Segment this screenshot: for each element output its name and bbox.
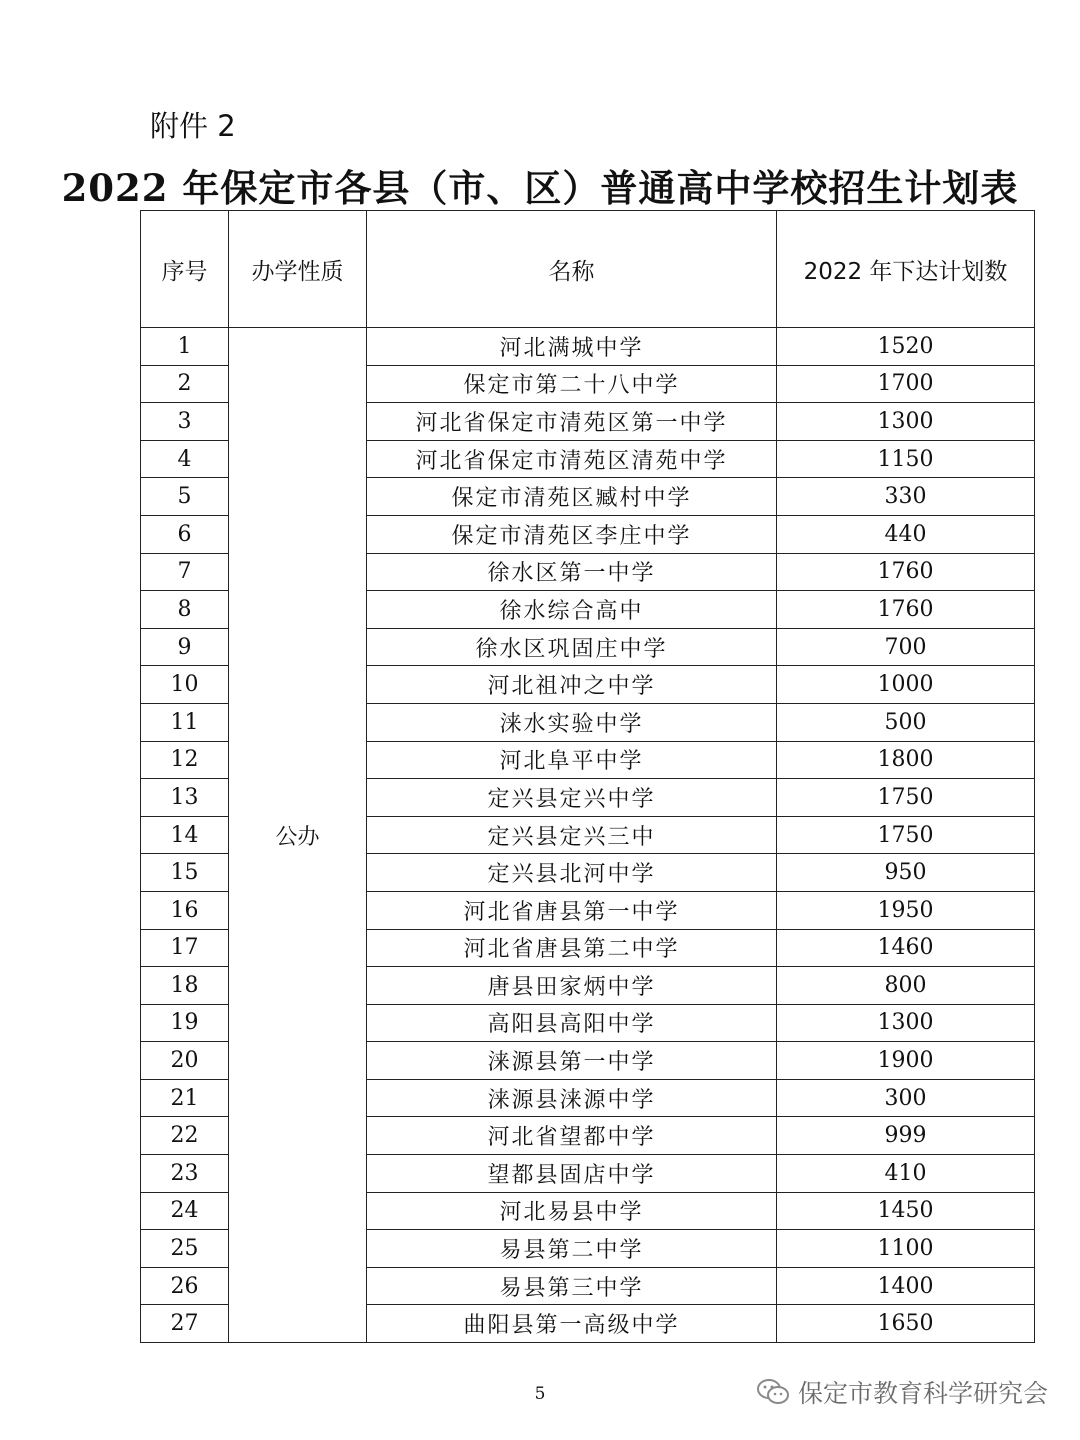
row-school-name: 高阳县高阳中学 <box>367 1004 777 1042</box>
row-school-name: 河北省保定市清苑区清苑中学 <box>367 440 777 478</box>
row-plan-count: 1800 <box>777 741 1035 779</box>
row-plan-count: 1750 <box>777 816 1035 854</box>
wechat-icon <box>756 1378 790 1406</box>
header-plan: 2022 年下达计划数 <box>777 211 1035 328</box>
row-index: 10 <box>141 666 229 704</box>
row-plan-count: 440 <box>777 515 1035 553</box>
row-index: 24 <box>141 1192 229 1230</box>
row-school-name: 唐县田家炳中学 <box>367 967 777 1005</box>
watermark-text: 保定市教育科学研究会 <box>797 1379 1048 1408</box>
header-index: 序号 <box>141 211 229 328</box>
row-index: 18 <box>141 967 229 1005</box>
row-school-name: 河北省保定市清苑区第一中学 <box>367 403 777 441</box>
header-name: 名称 <box>367 211 777 328</box>
row-plan-count: 1700 <box>777 365 1035 403</box>
row-plan-count: 1400 <box>777 1267 1035 1305</box>
row-index: 2 <box>141 365 229 403</box>
row-plan-count: 950 <box>777 854 1035 892</box>
watermark <box>756 1374 1048 1410</box>
row-index: 23 <box>141 1155 229 1193</box>
row-school-name: 河北满城中学 <box>367 328 777 366</box>
row-plan-count: 410 <box>777 1155 1035 1193</box>
page-number: 5 <box>534 1384 546 1404</box>
table-body <box>141 328 1035 1343</box>
row-school-name: 河北省望都中学 <box>367 1117 777 1155</box>
row-plan-count: 330 <box>777 478 1035 516</box>
row-index: 6 <box>141 515 229 553</box>
row-index: 3 <box>141 403 229 441</box>
row-plan-count: 500 <box>777 703 1035 741</box>
row-index: 15 <box>141 854 229 892</box>
row-index: 20 <box>141 1042 229 1080</box>
row-plan-count: 300 <box>777 1079 1035 1117</box>
row-school-name: 徐水综合高中 <box>367 591 777 629</box>
row-school-name: 河北省唐县第一中学 <box>367 891 777 929</box>
row-index: 17 <box>141 929 229 967</box>
row-school-name: 徐水区巩固庄中学 <box>367 628 777 666</box>
table-row <box>141 328 1035 366</box>
row-school-name: 曲阳县第一高级中学 <box>367 1305 777 1343</box>
row-school-name: 保定市清苑区臧村中学 <box>367 478 777 516</box>
row-index: 21 <box>141 1079 229 1117</box>
school-type-cell: 公办 <box>229 328 367 1343</box>
row-school-name: 定兴县定兴中学 <box>367 779 777 817</box>
row-plan-count: 800 <box>777 967 1035 1005</box>
row-index: 26 <box>141 1267 229 1305</box>
row-school-name: 徐水区第一中学 <box>367 553 777 591</box>
row-index: 5 <box>141 478 229 516</box>
row-index: 1 <box>141 328 229 366</box>
row-index: 9 <box>141 628 229 666</box>
row-school-name: 河北阜平中学 <box>367 741 777 779</box>
row-school-name: 涞源县涞源中学 <box>367 1079 777 1117</box>
row-school-name: 易县第二中学 <box>367 1230 777 1268</box>
enrollment-plan-table <box>140 210 1035 1343</box>
row-index: 16 <box>141 891 229 929</box>
row-index: 14 <box>141 816 229 854</box>
attachment-label: 附件 2 <box>150 109 236 143</box>
row-index: 12 <box>141 741 229 779</box>
row-plan-count: 1760 <box>777 553 1035 591</box>
row-plan-count: 1300 <box>777 1004 1035 1042</box>
row-index: 8 <box>141 591 229 629</box>
row-plan-count: 1520 <box>777 328 1035 366</box>
row-school-name: 涞源县第一中学 <box>367 1042 777 1080</box>
row-index: 7 <box>141 553 229 591</box>
row-school-name: 易县第三中学 <box>367 1267 777 1305</box>
header-school-type: 办学性质 <box>229 211 367 328</box>
row-plan-count: 1150 <box>777 440 1035 478</box>
row-plan-count: 1300 <box>777 403 1035 441</box>
row-index: 19 <box>141 1004 229 1042</box>
page-title: 2022 年保定市各县（市、区）普通高中学校招生计划表 <box>61 166 1019 210</box>
row-school-name: 保定市清苑区李庄中学 <box>367 515 777 553</box>
row-plan-count: 1450 <box>777 1192 1035 1230</box>
row-index: 13 <box>141 779 229 817</box>
row-plan-count: 1950 <box>777 891 1035 929</box>
row-plan-count: 1900 <box>777 1042 1035 1080</box>
row-plan-count: 1460 <box>777 929 1035 967</box>
row-plan-count: 1650 <box>777 1305 1035 1343</box>
table-header-row <box>141 211 1035 328</box>
row-plan-count: 700 <box>777 628 1035 666</box>
row-plan-count: 1750 <box>777 779 1035 817</box>
row-school-name: 定兴县定兴三中 <box>367 816 777 854</box>
row-plan-count: 999 <box>777 1117 1035 1155</box>
row-plan-count: 1000 <box>777 666 1035 704</box>
row-school-name: 河北省唐县第二中学 <box>367 929 777 967</box>
row-school-name: 河北祖冲之中学 <box>367 666 777 704</box>
row-school-name: 保定市第二十八中学 <box>367 365 777 403</box>
row-index: 4 <box>141 440 229 478</box>
row-school-name: 河北易县中学 <box>367 1192 777 1230</box>
row-index: 27 <box>141 1305 229 1343</box>
row-index: 11 <box>141 703 229 741</box>
row-index: 25 <box>141 1230 229 1268</box>
row-plan-count: 1100 <box>777 1230 1035 1268</box>
row-school-name: 望都县固店中学 <box>367 1155 777 1193</box>
row-school-name: 涞水实验中学 <box>367 703 777 741</box>
row-index: 22 <box>141 1117 229 1155</box>
row-plan-count: 1760 <box>777 591 1035 629</box>
row-school-name: 定兴县北河中学 <box>367 854 777 892</box>
